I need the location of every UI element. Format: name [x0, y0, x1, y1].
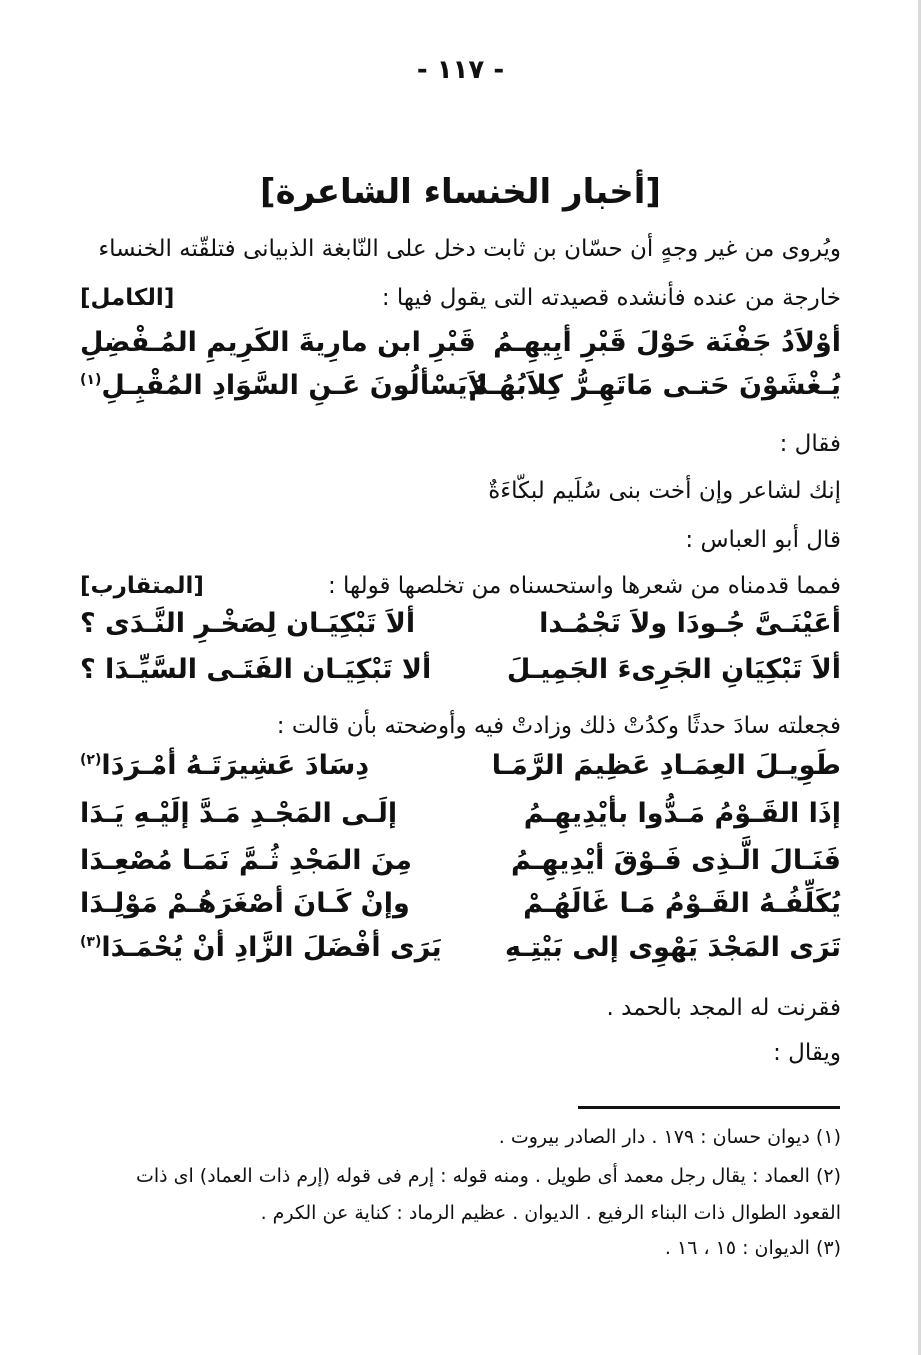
verse-hemistich-first: تَرَى المَجْدَ يَهْوِى إلى بَيْتِـهِ — [505, 932, 841, 963]
verse-hemistich-first: ألاَ تَبْكِيَانِ الجَرِىءَ الجَمِيـلَ — [506, 654, 841, 685]
qal-abu-line: قال أبو العباس : — [685, 527, 841, 553]
verse-hemistich-second — [80, 750, 369, 781]
verse-hemistich-second — [80, 932, 442, 963]
meter-label-mutaqarib: [المتقارب] — [80, 573, 204, 599]
intro-line-1: ويُروى من غير وجهٍ أن حسّان بن ثابت دخل على النّابغة الذبيانى فتلقّته الخنساء — [98, 236, 841, 262]
footnote-marker: (٣) — [80, 934, 102, 950]
verse-hemistich-text: لاَيَسْألُونَ عَـنِ السَّوَادِ المُقْبِـلِ — [101, 370, 488, 401]
yuqal-line: ويقال : — [773, 1040, 841, 1066]
verse-hemistich-text: دِسَادَ عَشِيرَتَـهُ أمْـرَدَا — [101, 750, 370, 781]
footnote-2-line-2: القعود الطوال ذات البناء الرفيع . الديوان . عظيم الرماد : كناية عن الكرم . — [260, 1202, 841, 1224]
verse-hemistich-text: قَبْرِ ابن مارِيةَ الكَرِيمِ المُـفْضِلِ — [80, 327, 476, 358]
footnote-marker: (٢) — [80, 752, 102, 768]
intro-line-2: خارجة من عنده فأنشده قصيدته التى يقول فيها : — [381, 285, 841, 311]
conclusion-line: فقرنت له المجد بالحمد . — [606, 995, 841, 1021]
verse-hemistich-second — [80, 327, 476, 358]
footnote-separator — [578, 1106, 840, 1109]
footnote-1: (١) ديوان حسان : ١٧٩ . دار الصادر بيروت . — [498, 1126, 841, 1148]
verse-hemistich-first: يُـغْشَوْنَ حَتـى مَاتَهِـرُّ كِلاَبُهُـمُ — [468, 370, 841, 401]
verse-hemistich-first: أعَيْنَـىَّ جُـودَا ولاَ تَجْمُـدا — [539, 608, 841, 639]
faqal-line: فقال : — [779, 431, 841, 457]
verse-hemistich-first: إذَا القَـوْمُ مَـدُّوا بأيْدِيهِـمُ — [523, 798, 841, 829]
verse-hemistich-second — [80, 370, 488, 401]
verse-hemistich-first: يُكَلِّفُـهُ القَـوْمُ مَـا غَالَهُـمْ — [523, 888, 841, 919]
verse-hemistich-first: فَنَـالَ الَّـذِى فَـوْقَ أيْدِيهِـمُ — [511, 845, 841, 876]
intro3-line: فجعلته سادَ حدثًا وكدُتْ ذلك وزادتْ فيه وأوضحته بأن قالت : — [276, 713, 841, 739]
verse-hemistich-first: طَوِيـلَ العِمَـادِ عَظِيمَ الرَّمَـا — [491, 750, 841, 781]
verse-hemistich-second: إلَـى المَجْـدِ مَـدَّ إلَيْـهِ يَـدَا — [80, 798, 398, 829]
verse-hemistich-second: ألا تَبْكِيَـان الفَتَـى السَّيِّـدَا ؟ — [80, 654, 432, 685]
section-title: [أخبار الخنساء الشاعرة] — [260, 172, 661, 212]
verse-hemistich-second: مِنَ المَجْدِ ثُـمَّ نَمَـا مُصْعِـدَا — [80, 845, 412, 876]
footnote-3: (٣) الديوان : ١٥ ، ١٦ . — [664, 1237, 841, 1259]
verse-hemistich-text: يَرَى أفْضَلَ الزَّادِ أنْ يُحْمَـدَا — [101, 932, 442, 963]
footnote-2-line-1: (٢) العماد : يقال رجل معمد أى طويل . ومنه قوله : إرم فى قوله (إرم ذات العماد) اى ذات — [135, 1165, 841, 1187]
footnote-marker: (١) — [80, 372, 102, 388]
retort-line: إنك لشاعر وإن أخت بنى سُلَيم لبكّاءَةٌ — [488, 478, 841, 504]
verse-hemistich-second: وإنْ كَـانَ أصْغَرَهُـمْ مَوْلِـدَا — [80, 888, 410, 919]
verse-hemistich-second: ألاَ تَبْكِيَـان لِصَخْـرِ النَّـدَى ؟ — [80, 608, 416, 639]
meter-label-kamil: [الكامل] — [80, 285, 175, 311]
page-number: - ١١٧ - — [416, 55, 505, 85]
intro2-line: فمما قدمناه من شعرها واستحسناه من تخلصها قولها : — [327, 573, 841, 599]
verse-hemistich-first: أوْلاَدُ جَفْنَة حَوْلَ قَبْرِ أبِيهِـمُ — [493, 327, 841, 358]
